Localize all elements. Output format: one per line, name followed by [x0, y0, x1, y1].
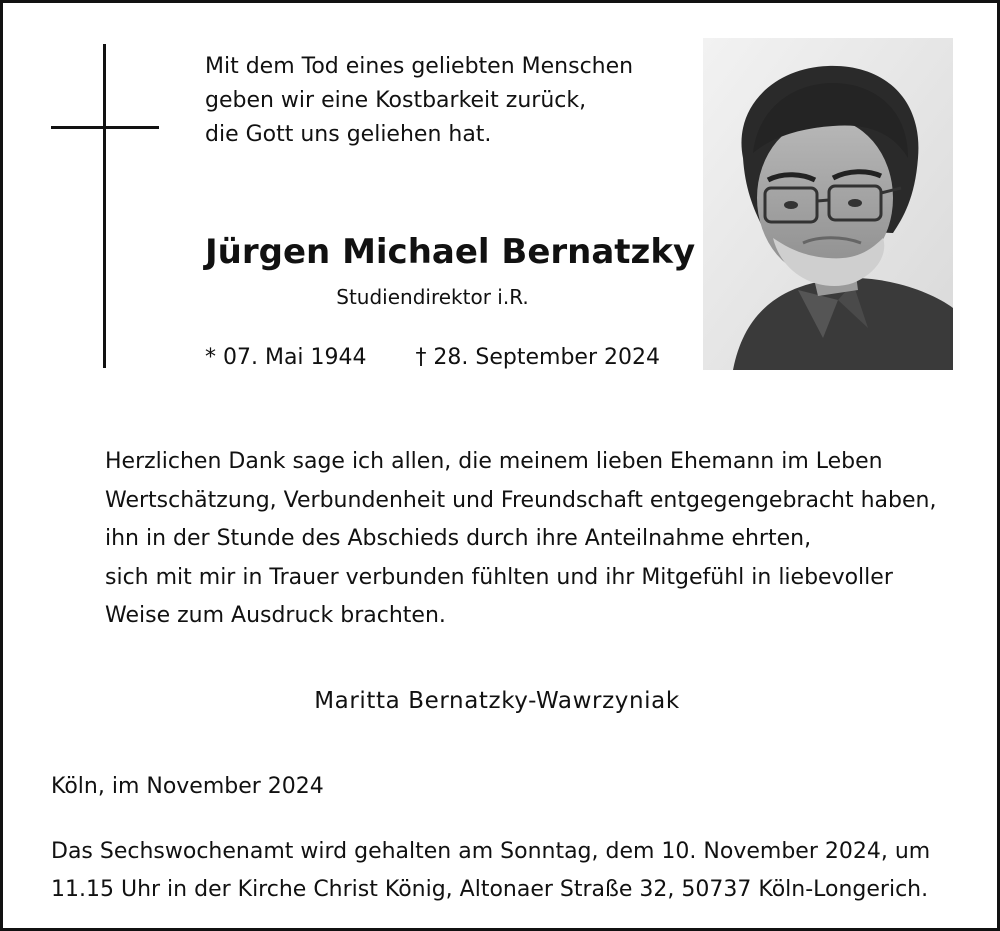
verse-line: geben wir eine Kostbarkeit zurück,: [205, 88, 587, 113]
verse-line: Mit dem Tod eines geliebten Menschen: [205, 54, 634, 79]
service-line: Das Sechswochenamt wird gehalten am Sonntag, dem 10. November 2024, um: [51, 839, 931, 864]
portrait-illustration: [703, 38, 953, 370]
signature: Maritta Bernatzky-Wawrzyniak: [314, 688, 680, 714]
portrait-photo: [703, 38, 953, 370]
verse-line: die Gott uns geliehen hat.: [205, 122, 492, 147]
verse: [205, 50, 633, 152]
cross-icon-horizontal: [51, 126, 159, 129]
thanks-line: Herzlichen Dank sage ich allen, die meinem lieben Ehemann im Leben: [105, 449, 883, 474]
thanks-line: Weise zum Ausdruck brachten.: [105, 603, 446, 628]
deceased-name: Jürgen Michael Bernatzky: [205, 232, 696, 272]
place-date: Köln, im November 2024: [51, 774, 324, 799]
thanks-line: Wertschätzung, Verbundenheit und Freundschaft entgegengebracht haben,: [105, 487, 937, 513]
cross-icon-vertical: [103, 44, 106, 368]
service-line: 11.15 Uhr in der Kirche Christ König, Altonaer Straße 32, 50737 Köln-Longerich.: [51, 877, 929, 902]
birth-date: * 07. Mai 1944: [205, 345, 367, 370]
deceased-title: Studiendirektor i.R.: [336, 285, 529, 309]
service-notice: [51, 833, 930, 909]
thanks-line: ihn in der Stunde des Abschieds durch ihre Anteilnahme ehrten,: [105, 526, 812, 551]
thanks-text: [105, 443, 936, 636]
death-date: † 28. September 2024: [415, 345, 660, 370]
thanks-line: sich mit mir in Trauer verbunden fühlten und ihr Mitgefühl in liebevoller: [105, 564, 893, 590]
